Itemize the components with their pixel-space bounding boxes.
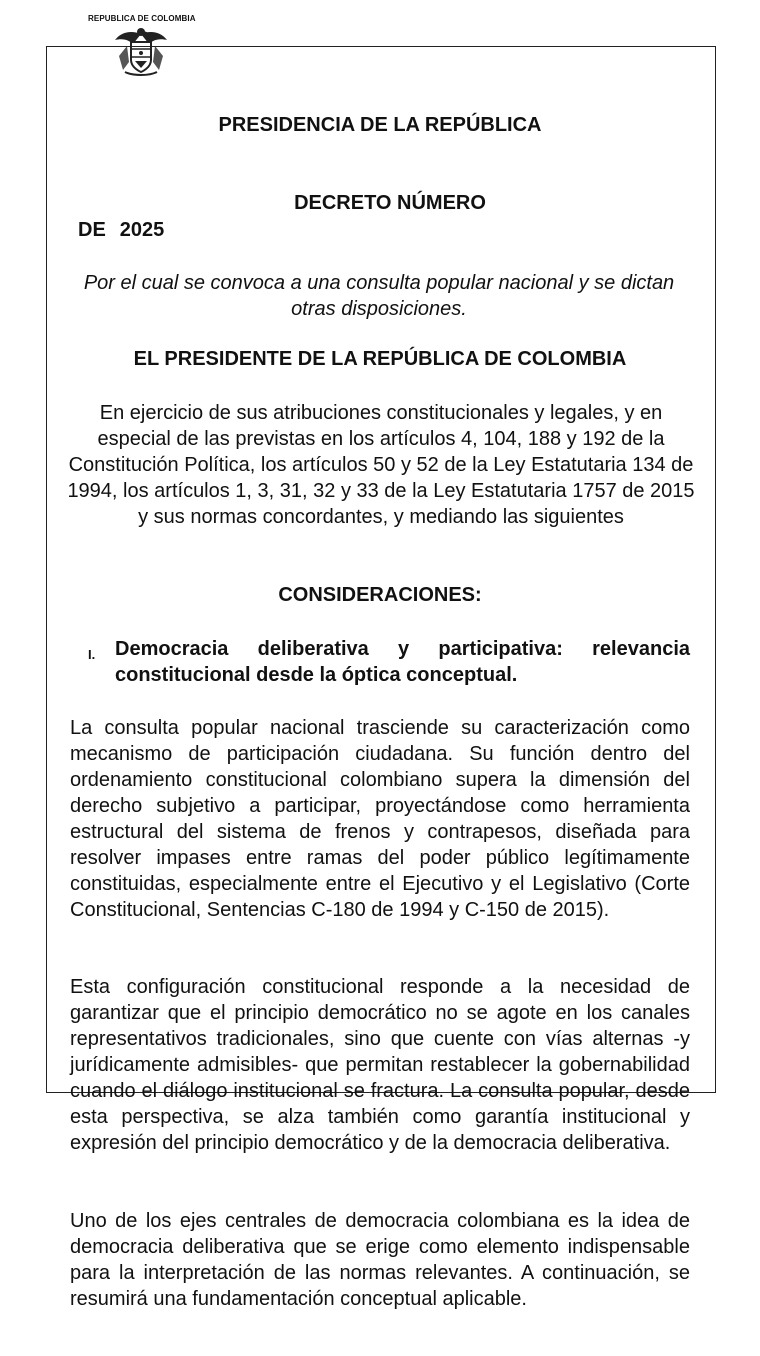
president-heading: EL PRESIDENTE DE LA REPÚBLICA DE COLOMBIA bbox=[133, 348, 627, 370]
decree-label: DECRETO NÚMERO bbox=[294, 192, 486, 214]
section-heading bbox=[88, 636, 690, 688]
section-number: I. bbox=[88, 647, 96, 662]
preamble: En ejercicio de sus atribuciones constitucionales y legales, y en especial de las previstas en los artículos 4, 104, 188 y 192 de la Constitución Política, los artículos 50 y 52 de la Ley Estatutaria 134 de 1994, los artículos 1, 3, 31, 32 y 33 de la Ley Estatutaria 1757 de 2015 y sus normas concordantes, y mediando las siguientes bbox=[67, 402, 695, 528]
page-title: PRESIDENCIA DE LA REPÚBLICA bbox=[218, 114, 542, 136]
decree-year: 2025 bbox=[119, 219, 165, 241]
decree-subject: Por el cual se convoca a una consulta popular nacional y se dictan otras disposiciones. bbox=[83, 272, 675, 320]
considerations-heading: CONSIDERACIONES: bbox=[278, 584, 482, 606]
paragraph: La consulta popular nacional trasciende su caracterización como mecanismo de participación ciudadana. Su función dentro del ordenamiento constitucional colombiano supera la dimensión del derecho subjetivo a participar, proyectándose como herramienta estructural del sistema de frenos y contrapesos, diseñada para resolver impases entre ramas del poder público legítimamente constituidas, especialmente entre el Ejecutivo y el Legislativo (Corte Constitucional, Sentencias C-180 de 1994 y C-150 de 2015). bbox=[70, 717, 690, 921]
paragraph: Uno de los ejes centrales de democracia colombiana es la idea de democracia deliberativa que se erige como elemento indispensable para la interpretación de las normas relevantes. A continuación, se resumirá una fundamentación conceptual aplicable. bbox=[70, 1210, 690, 1310]
paragraph: Esta configuración constitucional responde a la necesidad de garantizar que el principio democrático no se agote en los canales representativos tradicionales, sino que cuente con vías alternas -y jurídicamente admisibles- que permitan restablecer la gobernabilidad cuando el diálogo institucional se fractura. La consulta popular, desde esta perspectiva, se alza también como garantía institucional y expresión del principio democrático y de la democracia deliberativa. bbox=[70, 976, 690, 1154]
decree-date bbox=[78, 219, 164, 242]
section-title: Democracia deliberativa y participativa: relevancia constitucional desde la óptica conceptual. bbox=[115, 638, 690, 686]
country-label: REPUBLICA DE COLOMBIA bbox=[88, 14, 196, 23]
de-label: DE bbox=[78, 219, 106, 241]
